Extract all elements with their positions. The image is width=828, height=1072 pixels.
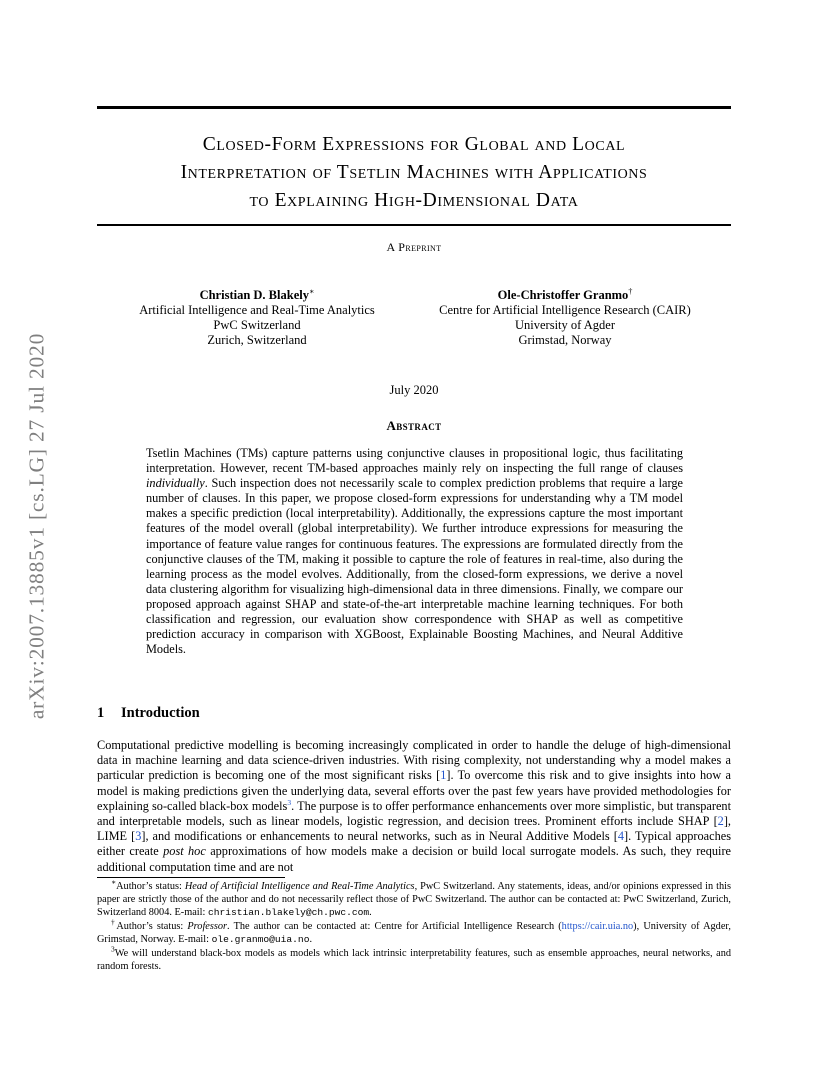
citation-link[interactable]: 1 — [440, 768, 447, 783]
email-address: christian.blakely@ch.pwc.com — [207, 907, 370, 918]
arxiv-stamp: arXiv:2007.13885v1 [cs.LG] 27 Jul 2020 — [24, 332, 49, 720]
author-footnote-mark: ∗ — [308, 287, 315, 296]
footnote-text: . — [369, 907, 372, 918]
footnote-text: Author’s status: — [116, 881, 185, 892]
footnote-text: ), University of Agder, Grimstad, Norway. E-mail: — [97, 921, 731, 945]
preprint-label: A Preprint — [386, 240, 442, 254]
section-number: 1 — [97, 705, 105, 721]
author-affiliation: Zurich, Switzerland — [207, 333, 307, 348]
footnote-mark: † — [111, 917, 117, 927]
author-affiliation: University of Agder — [515, 318, 615, 333]
author-name: Christian D. Blakely — [199, 288, 309, 303]
title-bottom-rule — [97, 224, 731, 226]
intro-text: . The purpose is to offer performance enhancements over more simplistic, but transparent and interpretable models, such as linear models, logistic regression, and decision trees. Prominent efforts include SHAP [ — [97, 798, 731, 829]
citation-link[interactable]: 3 — [135, 829, 142, 844]
abstract-emphasis: individually — [146, 476, 205, 491]
footnotes — [97, 877, 731, 974]
footnote-text: Author’s status: — [116, 921, 188, 932]
footnote-rule — [97, 877, 285, 878]
footnote-2 — [97, 917, 731, 946]
citation-link[interactable]: 2 — [717, 814, 724, 829]
author-block-1 — [97, 284, 417, 348]
footnote-text: We will understand black-box models as models which lack intrinsic interpretability features, such as ensemble approaches, neural networks, and random forests. — [97, 948, 731, 972]
title-line-2: Interpretation of Tsetlin Machines with Applications — [180, 162, 648, 183]
intro-emphasis: post hoc — [163, 844, 206, 859]
intro-text: ]. To overcome this risk and to give insights into how a model is making predictions given the underlying data, several efforts over the past few years have provided methodologies for explaining so-called black-box models — [97, 768, 731, 813]
top-rule — [97, 106, 731, 109]
abstract-part: Tsetlin Machines (TMs) capture patterns using conjunctive clauses in propositional logic, thus facilitating interpretation. However, recent TM-based approaches mainly rely on inspecting the full range of clauses — [146, 446, 683, 476]
footnote-mark: 3 — [111, 944, 115, 954]
author-affiliation: Centre for Artificial Intelligence Research (CAIR) — [439, 303, 691, 318]
title-line-1: Closed-Form Expressions for Global and Local — [202, 134, 626, 155]
url-link[interactable]: https://cair.uia.no — [561, 921, 634, 932]
intro-text: ], and modifications or enhancements to neural networks, such as in Neural Additive Models [ — [141, 829, 618, 844]
author-name: Ole-Christoffer Granmo — [497, 288, 629, 303]
abstract-part: . Such inspection does not necessarily scale to complex prediction problems that require a large number of clauses. In this paper, we propose closed-form expressions for understanding why a TM model makes a specific prediction (local interpretability). Additionally, the expressions capture the most important features of the model overall (global interpretability). We further introduce expressions for measuring the importance of feature value ranges for continuous features. The expressions are formulated directly from the conjunctive clauses of the TM, making it possible to capture the role of features in real-time, also during the learning process as the model evolves. Additionally, from the closed-form expressions, we derive a novel data clustering algorithm for visualizing high-dimensional data in three dimensions. Finally, we compare our proposed approach against SHAP and state-of-the-art interpretable machine learning techniques. For both classification and regression, our evaluation show correspondence with SHAP as well as competitive prediction accuracy in comparison with XGBoost, Explainable Boosting Machines, and Neural Additive Models. — [146, 476, 683, 657]
footnote-emphasis: Head of Artificial Intelligence and Real-Time Analytics — [184, 881, 415, 892]
footnote-3 — [97, 944, 731, 973]
abstract-heading: Abstract — [386, 418, 442, 433]
title-line-3: to Explaining High-Dimensional Data — [249, 190, 579, 211]
author-block-2 — [405, 284, 725, 348]
footnote-text: , PwC Switzerland. Any statements, ideas, and/or opinions expressed in this paper are strictly those of the author and do not necessarily reflect those of PwC Switzerland. The author can be contacted at: PwC Switzerland, Zurich, Switzerland 8004. E-mail: — [97, 881, 731, 918]
author-affiliation: Grimstad, Norway — [518, 333, 612, 348]
author-affiliation: PwC Switzerland — [213, 318, 301, 333]
citation-link[interactable]: 4 — [617, 829, 624, 844]
footnote-text: . The author can be contacted at: Centre for Artificial Intelligence Research ( — [227, 921, 562, 932]
author-footnote-mark: † — [628, 287, 633, 296]
footnote-mark: ∗ — [111, 877, 117, 887]
intro-text: ]. Typical approaches either create — [97, 829, 731, 859]
paper-title — [97, 131, 731, 215]
footnote-1 — [97, 877, 731, 919]
paper-date: July 2020 — [389, 383, 439, 397]
abstract-text — [146, 446, 683, 657]
footnote-link[interactable]: 3 — [287, 797, 292, 807]
intro-text: ], LIME [ — [97, 814, 731, 844]
introduction-paragraph — [97, 738, 731, 875]
section-title: Introduction — [121, 705, 200, 721]
footnote-emphasis: Professor — [187, 921, 228, 932]
author-affiliation: Artificial Intelligence and Real-Time Analytics — [139, 303, 375, 318]
intro-text: approximations of how models make a decision or build local surrogate models. As such, they require additional computation time and are not — [97, 844, 732, 874]
section-heading — [97, 705, 200, 722]
footnote-text: . — [309, 934, 313, 945]
intro-text: Computational predictive modelling is becoming increasingly complicated in order to handle the deluge of high-dimensional data in machine learning and data science-driven industries. With rising complexity, not understanding why a model makes a particular prediction is becoming one of the most significant risks [ — [97, 738, 731, 783]
email-address: ole.granmo@uia.no — [211, 934, 310, 945]
